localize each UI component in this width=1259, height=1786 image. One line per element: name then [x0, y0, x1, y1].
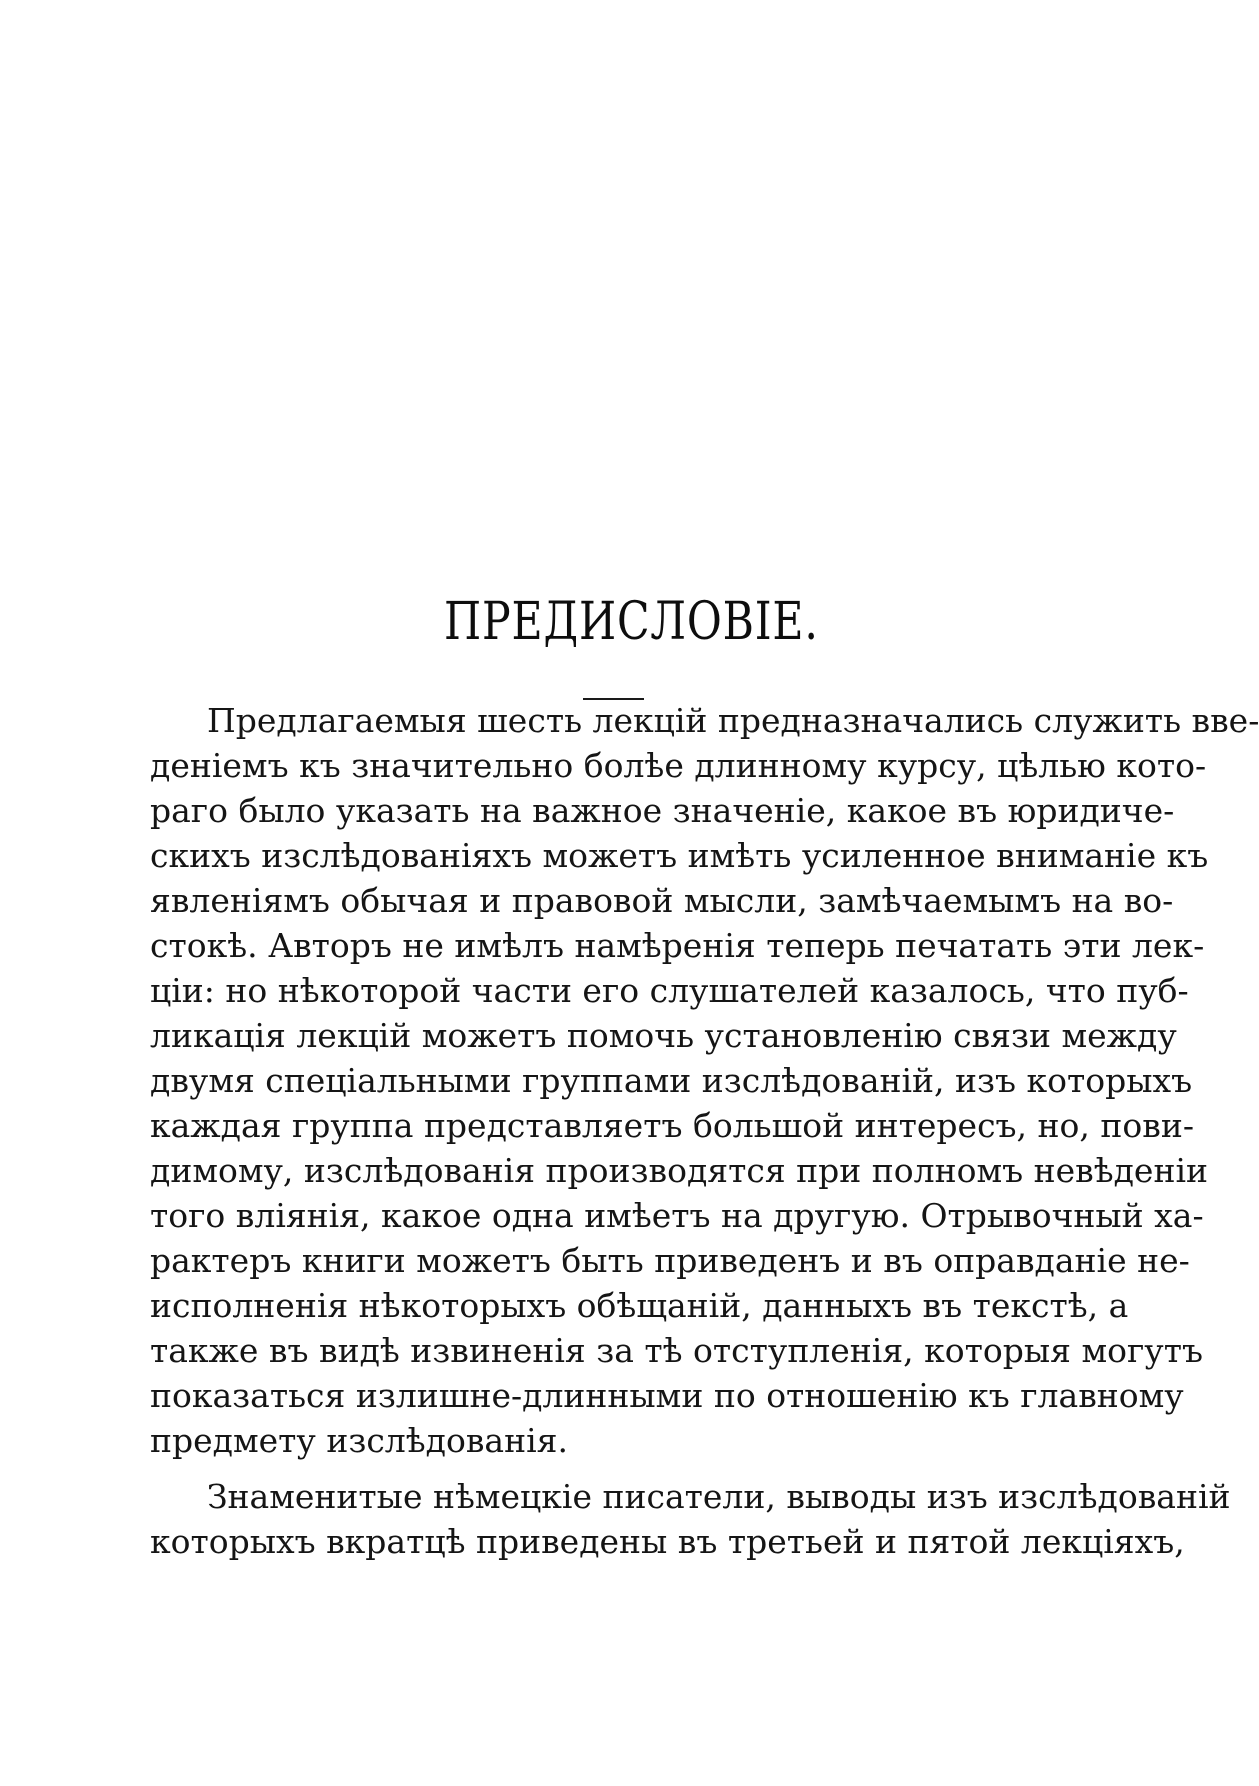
text-line: ликація лекцій можетъ помочь установленію связи между: [150, 1016, 1177, 1055]
text-line: стокѣ. Авторъ не имѣлъ намѣренія теперь печатать эти лек-: [150, 926, 1205, 965]
text-line: раго было указать на важное значеніе, какое въ юридиче-: [150, 791, 1175, 830]
text-line: показаться излишне-длинными по отношенію къ главному: [150, 1376, 1184, 1415]
text-line: предмету изслѣдованія.: [150, 1421, 568, 1460]
text-line: каждая группа представляетъ большой интересъ, но, пови-: [150, 1106, 1194, 1145]
text-line: двумя спеціальными группами изслѣдованій, изъ которыхъ: [150, 1061, 1193, 1100]
text-line: рактеръ книги можетъ быть приведенъ и въ оправданіе не-: [150, 1241, 1190, 1280]
text-line: Знаменитые нѣмецкіе писатели, выводы изъ изслѣдованій: [207, 1477, 1231, 1516]
page-title: ПРЕДИСЛОВІЕ.: [444, 592, 819, 652]
text-line: скихъ изслѣдованіяхъ можетъ имѣть усиленное вниманіе къ: [150, 836, 1209, 875]
text-line: ціи: но нѣкоторой части его слушателей казалось, что пуб-: [150, 971, 1189, 1010]
text-line: явленіямъ обычая и правовой мысли, замѣчаемымъ на во-: [150, 881, 1174, 920]
text-line: того вліянія, какое одна имѣетъ на другую. Отрывочный ха-: [150, 1196, 1204, 1235]
text-line: димому, изслѣдованія производятся при полномъ невѣденіи: [150, 1151, 1208, 1190]
text-line: деніемъ къ значительно болѣе длинному курсу, цѣлью кото-: [150, 746, 1207, 785]
text-line: Предлагаемыя шесть лекцій предназначались служить вве-: [207, 701, 1259, 740]
text-line: которыхъ вкратцѣ приведены въ третьей и пятой лекціяхъ,: [150, 1522, 1185, 1561]
text-line: также въ видѣ извиненія за тѣ отступленія, которыя могутъ: [150, 1331, 1203, 1370]
text-line: исполненія нѣкоторыхъ обѣщаній, данныхъ въ текстѣ, а: [150, 1286, 1129, 1325]
